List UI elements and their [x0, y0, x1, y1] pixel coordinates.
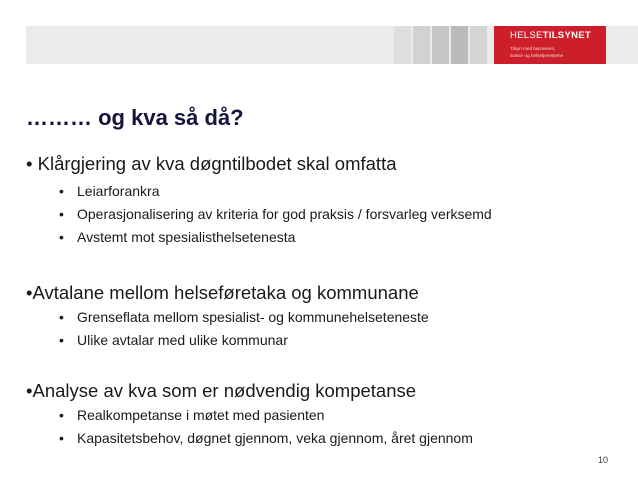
- logo-name: HELSETILSYNET: [510, 30, 591, 41]
- header-square: [394, 26, 411, 64]
- section-heading: •Analyse av kva som er nødvendig kompetanse: [26, 380, 417, 401]
- bullet: •: [26, 380, 33, 401]
- bullet: •: [59, 407, 64, 423]
- header-square: [413, 26, 430, 64]
- list-item: • Ulike avtalar med ulike kommunar: [59, 332, 288, 348]
- list-item: • Leiarforankra: [59, 183, 160, 199]
- bullet: •: [59, 309, 64, 325]
- list-item: • Realkompetanse i møtet med pasienten: [59, 407, 325, 423]
- header-square: [470, 26, 487, 64]
- logo-tagline-2: sosial- og helsetjenestene: [510, 53, 564, 58]
- page-number: 10: [598, 455, 609, 465]
- list-item: • Avstemt mot spesialisthelsetenesta: [59, 229, 296, 245]
- bullet: •: [59, 183, 64, 199]
- bullet: •: [26, 282, 33, 303]
- bullet: •: [59, 430, 64, 446]
- bullet: •: [59, 332, 64, 348]
- slide-title: ……… og kva så då?: [26, 105, 244, 130]
- list-item: • Kapasitetsbehov, døgnet gjennom, veka gjennom, året gjennom: [59, 430, 473, 446]
- section-heading: • Klårgjering av kva døgntilbodet skal omfatta: [26, 153, 397, 174]
- bullet: •: [26, 153, 33, 174]
- list-item: • Operasjonalisering av kriteria for god praksis / forsvarleg verksemd: [59, 206, 492, 222]
- list-item: • Grenseflata mellom spesialist- og kommunehelseteneste: [59, 309, 429, 325]
- bullet: •: [59, 229, 64, 245]
- bullet: •: [59, 206, 64, 222]
- header-square: [451, 26, 468, 64]
- section-heading: •Avtalane mellom helseføretaka og kommunane: [26, 282, 419, 303]
- logo-tagline-1: Tilsyn med barnevern,: [510, 46, 556, 51]
- header-square: [432, 26, 449, 64]
